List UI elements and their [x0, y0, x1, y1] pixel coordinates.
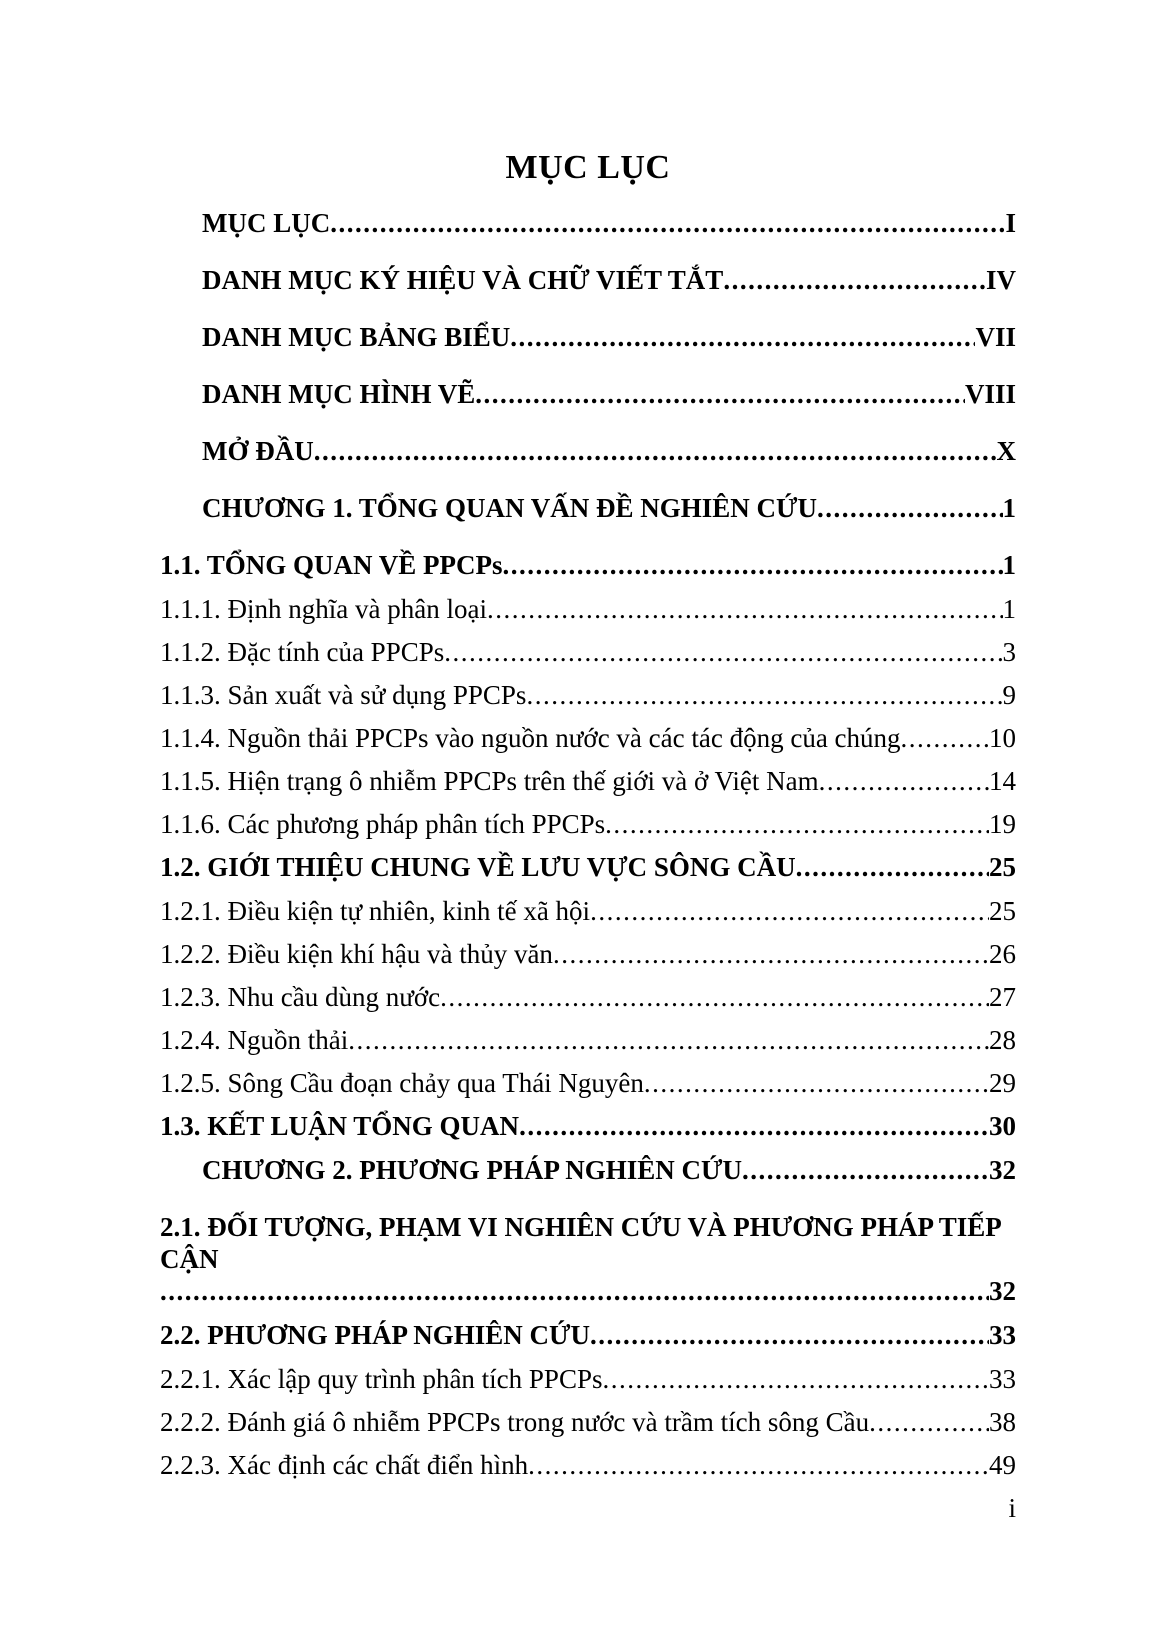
toc-entry-label: CHƯƠNG 2. PHƯƠNG PHÁP NGHIÊN CỨU: [202, 1154, 742, 1185]
dot-leader: [510, 321, 975, 353]
toc-entry-mo-dau: [160, 435, 1016, 467]
toc-entry-1-2-5: [160, 1067, 1016, 1099]
dot-leader: [590, 1319, 989, 1351]
toc-entry-1-1-2: [160, 636, 1016, 668]
dot-leader: [605, 808, 989, 840]
toc-entry-label: 1.1.2. Đặc tính của PPCPs: [160, 636, 445, 667]
dot-leader: [602, 1363, 989, 1395]
toc-entry-page: 27: [989, 981, 1016, 1012]
toc-entry-chuong-1: [160, 492, 1016, 524]
dot-leader: [503, 549, 1003, 581]
dot-leader: [723, 264, 986, 296]
toc-entry-label: 2.2. PHƯƠNG PHÁP NGHIÊN CỨU: [160, 1319, 590, 1350]
toc-entry-danh-muc-ky-hieu: [160, 264, 1016, 296]
toc-entry-label: 1.1.1. Định nghĩa và phân loại: [160, 593, 487, 624]
dot-leader: [475, 378, 965, 410]
toc-entry-page: 19: [989, 808, 1016, 839]
toc-entry-page: 10: [989, 722, 1016, 753]
toc-entry-page: IV: [985, 264, 1016, 295]
toc-entry-label: DANH MỤC KÝ HIỆU VÀ CHỮ VIẾT TẮT: [202, 264, 724, 295]
dot-leader: [819, 765, 989, 797]
toc-entry-label: 1.1.4. Nguồn thải PPCPs vào nguồn nước và các tác động của chúng: [160, 722, 901, 753]
dot-leader: [348, 1024, 989, 1056]
toc-entry-label: 1.2.4. Nguồn thải: [160, 1024, 349, 1055]
toc-entry-label: MỤC LỤC: [202, 207, 331, 238]
toc-entry-1-2-2: [160, 938, 1016, 970]
toc-entry-1-1-1: [160, 593, 1016, 625]
toc-entry-page: 26: [989, 938, 1016, 969]
dot-leader: [526, 679, 1002, 711]
toc-entry-page: 28: [989, 1024, 1016, 1055]
toc-entry-1-1-3: [160, 679, 1016, 711]
toc-entry-1-2: [160, 851, 1016, 883]
toc-entry-label: 1.2.5. Sông Cầu đoạn chảy qua Thái Nguyên: [160, 1067, 644, 1098]
toc-entry-label: 1.3. KẾT LUẬN TỔNG QUAN: [160, 1110, 520, 1141]
toc-entry-1-2-4: [160, 1024, 1016, 1056]
toc-entry-danh-muc-bang-bieu: [160, 321, 1016, 353]
toc-entry-page: X: [996, 435, 1016, 466]
toc-entry-page: 25: [989, 851, 1016, 882]
toc-entry-2-2-2: [160, 1406, 1016, 1438]
toc-entry-1-2-1: [160, 895, 1016, 927]
page-number: i: [1008, 1492, 1016, 1523]
toc-entry-label: 1.2.1. Điều kiện tự nhiên, kinh tế xã hội: [160, 895, 591, 926]
toc-entry-2-1: [160, 1211, 1016, 1307]
toc-entry-page: 29: [989, 1067, 1016, 1098]
dot-leader: [160, 1275, 989, 1307]
toc-entry-label: 1.1.6. Các phương pháp phân tích PPCPs: [160, 808, 606, 839]
toc-entry-page: 33: [989, 1319, 1016, 1350]
toc-entry-2-2: [160, 1319, 1016, 1351]
dot-leader: [440, 981, 989, 1013]
toc-entry-chuong-2: [160, 1154, 1016, 1186]
toc-entry-page: 3: [1002, 636, 1016, 667]
dot-leader: [519, 1110, 989, 1142]
toc-entry-page: 32: [989, 1154, 1016, 1185]
dot-leader: [330, 207, 1005, 239]
toc-entry-2-2-3: [160, 1449, 1016, 1481]
toc-entry-page: I: [1005, 207, 1016, 238]
toc-entry-1-1-4: [160, 722, 1016, 754]
dot-leader: [869, 1406, 989, 1438]
page-title: MỤC LỤC: [505, 149, 671, 186]
toc-entry-1-3: [160, 1110, 1016, 1142]
toc-entry-label: 2.2.1. Xác lập quy trình phân tích PPCPs: [160, 1363, 603, 1394]
toc-entry-1-1-6: [160, 808, 1016, 840]
toc-entry-1-1: [160, 549, 1016, 581]
dot-leader: [644, 1067, 989, 1099]
toc-entry-label: 1.1.3. Sản xuất và sử dụng PPCPs: [160, 679, 527, 710]
toc-entry-page: 33: [989, 1363, 1016, 1394]
toc-entry-label: MỞ ĐẦU: [202, 435, 314, 466]
toc-entry-danh-muc-hinh-ve: [160, 378, 1016, 410]
toc-entry-label: 1.1.5. Hiện trạng ô nhiễm PPCPs trên thế giới và ở Việt Nam: [160, 765, 819, 796]
toc-entry-label: 1.2.3. Nhu cầu dùng nước: [160, 981, 441, 1012]
toc-entry-label: 2.2.2. Đánh giá ô nhiễm PPCPs trong nước và trầm tích sông Cầu: [160, 1406, 870, 1437]
toc-entry-muc-luc: [160, 207, 1016, 239]
toc-entry-label: 1.2.2. Điều kiện khí hậu và thủy văn: [160, 938, 553, 969]
toc-entry-label: DANH MỤC HÌNH VẼ: [202, 378, 476, 409]
toc-entry-page: 38: [989, 1406, 1016, 1437]
dot-leader: [901, 722, 989, 754]
toc-entry-label: CHƯƠNG 1. TỔNG QUAN VẤN ĐỀ NGHIÊN CỨU: [202, 492, 818, 523]
toc-entry-page: 49: [989, 1449, 1016, 1480]
toc-entry-page: VIII: [964, 378, 1016, 409]
toc-entry-1-1-5: [160, 765, 1016, 797]
toc-entry-label: 2.2.3. Xác định các chất điển hình: [160, 1449, 529, 1480]
dot-leader: [444, 636, 1002, 668]
dot-leader: [817, 492, 1002, 524]
toc-entry-page: 25: [989, 895, 1016, 926]
dot-leader: [742, 1154, 989, 1186]
toc-entry-page: 1: [1002, 492, 1016, 523]
dot-leader: [314, 435, 997, 467]
toc-entry-2-2-1: [160, 1363, 1016, 1395]
toc-entry-page: 1: [1002, 593, 1016, 624]
dot-leader: [487, 593, 1003, 625]
toc-entry-page: 1: [1002, 549, 1016, 580]
toc-entry-page: 30: [989, 1110, 1016, 1141]
toc-entry-1-2-3: [160, 981, 1016, 1013]
toc-entry-page: 32: [989, 1275, 1016, 1306]
dot-leader: [553, 938, 989, 970]
toc-entry-label: DANH MỤC BẢNG BIỂU: [202, 321, 511, 352]
dot-leader: [528, 1449, 989, 1481]
toc-entry-page: VII: [975, 321, 1016, 352]
toc-entry-label: 1.2. GIỚI THIỆU CHUNG VỀ LƯU VỰC SÔNG CẦU: [160, 851, 796, 882]
dot-leader: [796, 851, 989, 883]
toc-entry-label: 2.1. ĐỐI TƯỢNG, PHẠM VI NGHIÊN CỨU VÀ PHƯƠNG PHÁP TIẾP CẬN: [160, 1211, 1001, 1274]
toc-entry-page: 14: [989, 765, 1016, 796]
table-of-contents: [160, 207, 1016, 1481]
toc-entry-page: 9: [1002, 679, 1016, 710]
dot-leader: [590, 895, 989, 927]
toc-entry-label: 1.1. TỔNG QUAN VỀ PPCPs: [160, 549, 503, 580]
